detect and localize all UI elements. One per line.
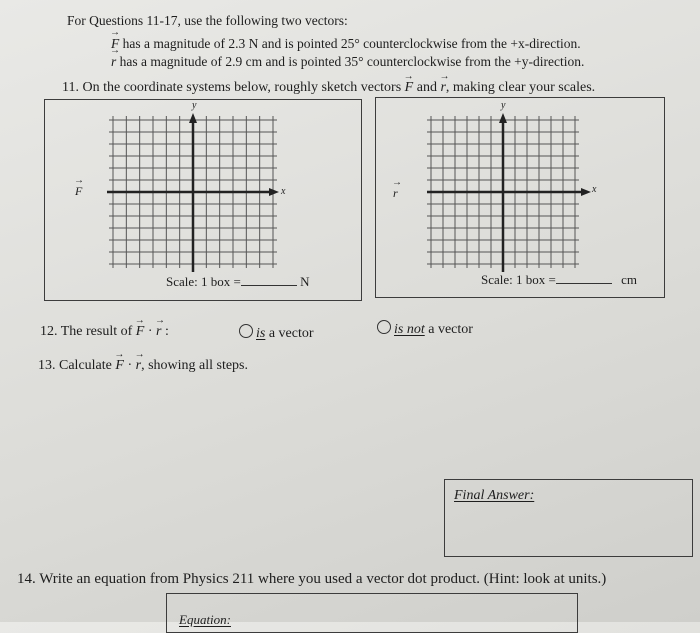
vector-F-symbol: → F [111,36,119,52]
scale-text-left: Scale: 1 box = [166,274,241,289]
q12-r-symbol: → r [156,324,161,340]
grid-left[interactable] [103,112,281,274]
q12-prefix: 12. The result of [40,324,136,339]
equation-label: Equation: [179,612,231,627]
vector-r-label: → r [393,186,398,201]
q13-F-symbol: → F [115,358,124,374]
vector-r-symbol: → r [111,54,116,70]
option-is-not-vector[interactable] [377,320,473,338]
option-is-not-label: is not [394,322,425,337]
final-answer-label: Final Answer: [454,488,535,503]
question-14: 14. Write an equation from Physics 211 where you used a vector dot product. (Hint: look at units.) [17,571,607,587]
option-is-label: is [256,326,266,341]
x-axis-arrow-left [269,188,279,196]
scale-left [166,274,310,290]
coordinate-box-r [375,97,665,298]
q11-prefix: 11. On the coordinate systems below, roughly sketch vectors [62,80,405,95]
coordinate-box-F [44,99,362,301]
vector-F-text: has a magnitude of 2.3 N and is pointed 25° counterclockwise from the +x-direction. [119,36,581,51]
x-axis-label-right: x [592,184,597,195]
q13-dot: · [123,358,136,373]
q11-suffix: , making clear your scales. [445,80,596,95]
x-axis-arrow-right [581,188,591,196]
radio-is-not-vector[interactable] [377,320,391,334]
x-axis-label-left: x [281,186,286,197]
y-axis-arrow-right [499,113,507,123]
y-axis-arrow-left [189,113,197,123]
option-is-suffix: a vector [265,326,314,341]
radio-is-vector[interactable] [239,324,253,338]
q12-F-symbol: → F [136,324,145,340]
q11-F-symbol: → F [405,80,414,96]
y-axis-label-left: y [192,100,197,111]
question-11 [62,80,595,96]
scale-text-right: Scale: 1 box = [481,272,556,287]
scale-blank-left[interactable] [241,285,297,286]
scale-unit-left: N [300,274,310,289]
vector-F-description [111,36,581,52]
vector-F-label: → F [75,184,82,199]
vector-r-text: has a magnitude of 2.9 cm and is pointed 35° counterclockwise from the +y-direction. [116,54,585,69]
vector-r-description [111,54,584,70]
q13-suffix: , showing all steps. [141,358,249,373]
intro-line: For Questions 11-17, use the following two vectors: [67,13,348,28]
y-axis-label-right: y [501,100,506,111]
q12-colon: : [161,324,169,339]
q11-and: and [413,80,441,95]
option-is-vector[interactable] [239,324,314,342]
q11-r-symbol: → r [440,80,445,96]
question-13 [38,358,248,374]
equation-box[interactable] [166,593,578,633]
scale-right [481,272,637,288]
option-is-not-suffix: a vector [424,322,473,337]
scale-unit-right: cm [621,272,637,287]
final-answer-box[interactable] [444,479,693,557]
q13-r-symbol: → r [136,358,141,374]
grid-right[interactable] [423,112,593,274]
q12-dot: · [144,324,157,339]
q13-prefix: 13. Calculate [38,358,116,373]
scale-blank-right[interactable] [556,283,612,284]
question-12 [40,324,169,340]
